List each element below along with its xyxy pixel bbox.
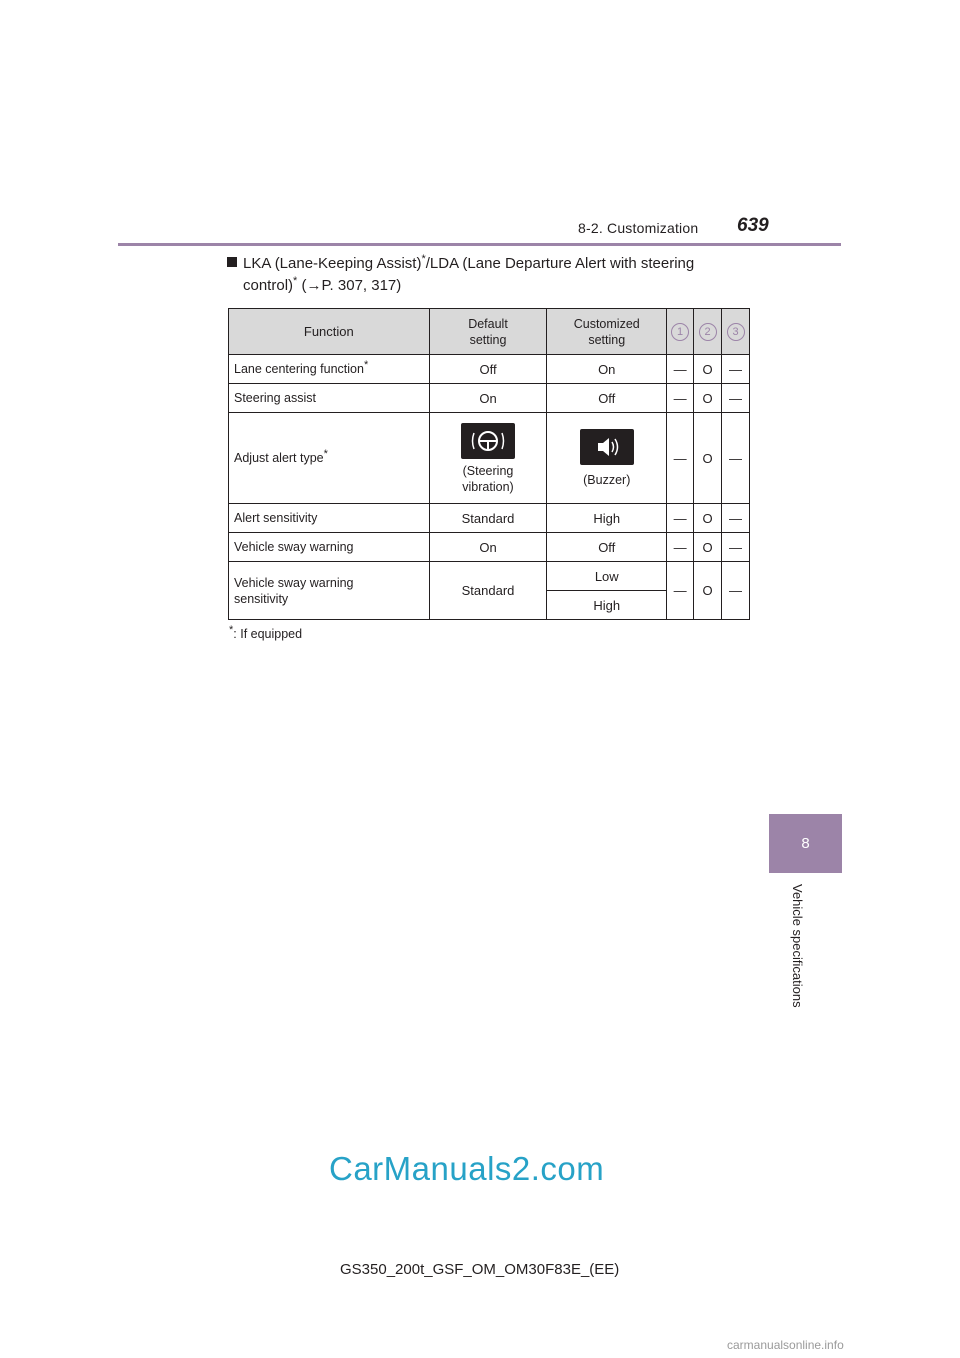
watermark-link[interactable]: CarManuals2.com <box>329 1150 605 1187</box>
function-cell: Steering assist <box>229 384 430 413</box>
number-1-icon: 1 <box>671 323 689 341</box>
table-row <box>229 355 750 384</box>
customization-table <box>228 308 750 620</box>
square-bullet-icon <box>227 257 237 267</box>
asterisk: * <box>229 623 234 636</box>
col1-cell: — <box>667 533 694 562</box>
col2-cell: O <box>694 355 722 384</box>
customized-cell: (Buzzer) <box>547 413 667 504</box>
col1-cell: — <box>667 413 694 504</box>
function-cell: Vehicle sway warning <box>229 533 430 562</box>
number-2-icon: 2 <box>699 323 717 341</box>
page-reference-link[interactable]: (→P. 307, 317) <box>297 277 402 294</box>
page-number: 639 <box>737 215 769 236</box>
table-row <box>229 384 750 413</box>
customized-cell: Off <box>547 384 667 413</box>
document-code: GS350_200t_GSF_OM_OM30F83E_(EE) <box>340 1261 620 1278</box>
footnote <box>229 623 303 641</box>
header-default: Default setting <box>429 309 547 355</box>
header-col2 <box>694 309 722 355</box>
asterisk: * <box>421 253 426 265</box>
table-row <box>229 413 750 504</box>
default-cell: Standard <box>429 562 547 620</box>
header-col3 <box>722 309 750 355</box>
col3-cell: — <box>722 355 750 384</box>
asterisk: * <box>293 275 298 287</box>
customized-cell: Low <box>547 562 667 591</box>
col1-cell: — <box>667 384 694 413</box>
chapter-title: Vehicle specifications <box>790 884 805 1008</box>
section-heading <box>227 253 747 297</box>
chapter-tab[interactable] <box>769 814 842 873</box>
col1-cell: — <box>667 562 694 620</box>
col2-cell: O <box>694 504 722 533</box>
function-cell: Alert sensitivity <box>229 504 430 533</box>
table-row <box>229 533 750 562</box>
col3-cell: — <box>722 562 750 620</box>
header-rule <box>118 243 841 246</box>
footnote-text: : If equipped <box>233 627 303 641</box>
col3-cell: — <box>722 413 750 504</box>
header-customized: Customized setting <box>547 309 667 355</box>
default-cell: Standard <box>429 504 547 533</box>
header-function: Function <box>229 309 430 355</box>
section-title: 8-2. Customization <box>578 220 699 236</box>
header-col1 <box>667 309 694 355</box>
customized-cell: On <box>547 355 667 384</box>
col2-cell: O <box>694 562 722 620</box>
col2-cell: O <box>694 413 722 504</box>
col1-cell: — <box>667 504 694 533</box>
col3-cell: — <box>722 504 750 533</box>
customized-cell: High <box>547 591 667 620</box>
table-row <box>229 562 750 591</box>
heading-line1-a: LKA (Lane-Keeping Assist) <box>243 255 422 272</box>
default-cell: On <box>429 384 547 413</box>
heading-line2-a: control) <box>243 277 294 294</box>
function-cell: Adjust alert type* <box>229 413 430 504</box>
source-watermark: carmanualsonline.info <box>727 1338 844 1352</box>
chapter-number: 8 <box>801 835 810 852</box>
col3-cell: — <box>722 384 750 413</box>
customized-cell: Off <box>547 533 667 562</box>
speaker-buzzer-icon <box>580 429 634 465</box>
table-row <box>229 504 750 533</box>
default-cell: On <box>429 533 547 562</box>
col2-cell: O <box>694 533 722 562</box>
default-cell: Off <box>429 355 547 384</box>
col1-cell: — <box>667 355 694 384</box>
function-cell: Vehicle sway warning sensitivity <box>229 562 430 620</box>
heading-line1-b: /LDA (Lane Departure Alert with steering <box>425 255 695 272</box>
steering-wheel-vibration-icon <box>461 423 515 459</box>
default-cell: (Steering vibration) <box>429 413 547 504</box>
number-3-icon: 3 <box>727 323 745 341</box>
function-cell: Lane centering function* <box>229 355 430 384</box>
customized-cell: High <box>547 504 667 533</box>
col3-cell: — <box>722 533 750 562</box>
table-header-row <box>229 309 750 355</box>
col2-cell: O <box>694 384 722 413</box>
